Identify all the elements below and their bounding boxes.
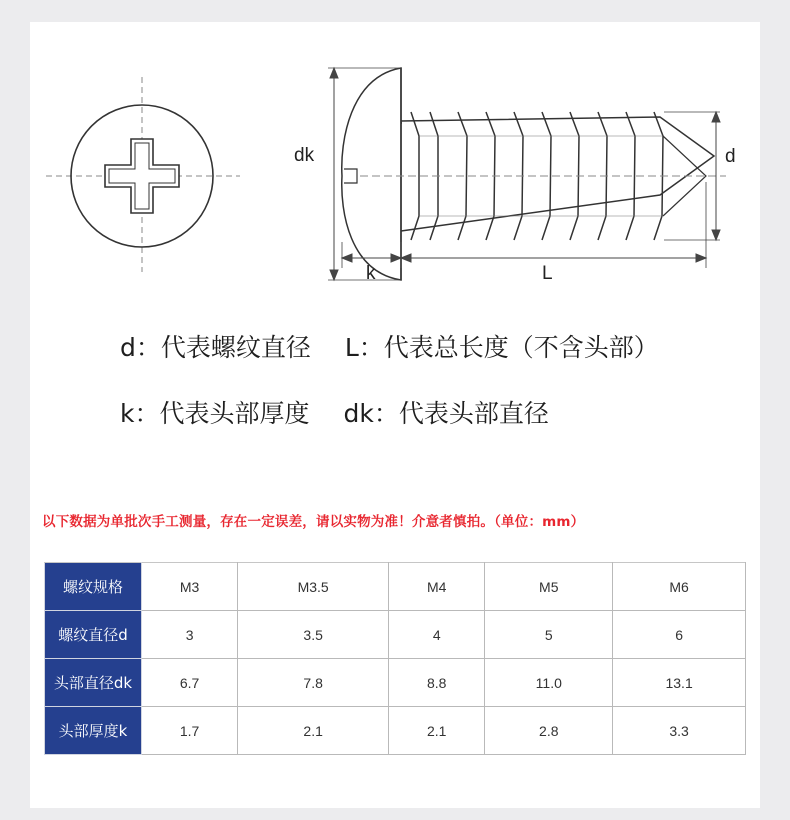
label-dk: dk xyxy=(294,145,315,166)
screw-diagram xyxy=(30,22,760,322)
legend-dk: dk：代表头部直径 xyxy=(343,399,549,428)
table-cell: M6 xyxy=(613,563,746,611)
row-header: 头部直径dk xyxy=(45,659,142,707)
legend-d: d：代表螺纹直径 xyxy=(120,333,311,362)
head-top-view xyxy=(46,77,240,272)
table-row xyxy=(45,611,746,659)
table-cell: 4 xyxy=(389,611,485,659)
legend-k: k：代表头部厚度 xyxy=(120,399,310,428)
table-row xyxy=(45,707,746,755)
table-cell: 3 xyxy=(142,611,238,659)
legend-row-1 xyxy=(120,328,659,364)
table-cell: M4 xyxy=(389,563,485,611)
spec-table xyxy=(44,562,746,755)
label-d: d xyxy=(725,146,736,167)
table-cell: 6 xyxy=(613,611,746,659)
screw-side-view xyxy=(342,68,714,280)
table-row xyxy=(45,563,746,611)
measurement-notice: 以下数据为单批次手工测量，存在一定误差，请以实物为准！介意者慎拍。（单位：mm） xyxy=(42,514,585,530)
table-row xyxy=(45,659,746,707)
table-cell: 11.0 xyxy=(485,659,613,707)
table-cell: M5 xyxy=(485,563,613,611)
table-cell: M3 xyxy=(142,563,238,611)
table-cell: 2.1 xyxy=(389,707,485,755)
table-cell: 3.3 xyxy=(613,707,746,755)
row-header: 头部厚度k xyxy=(45,707,142,755)
label-k: k xyxy=(366,263,376,284)
row-header: 螺纹规格 xyxy=(45,563,142,611)
label-L: L xyxy=(542,263,553,284)
table-cell: 7.8 xyxy=(238,659,389,707)
row-header: 螺纹直径d xyxy=(45,611,142,659)
table-cell: 13.1 xyxy=(613,659,746,707)
table-cell: 1.7 xyxy=(142,707,238,755)
legend-L: L：代表总长度（不含头部） xyxy=(344,333,659,362)
table-cell: 8.8 xyxy=(389,659,485,707)
legend-row-2 xyxy=(120,394,549,430)
table-cell: M3.5 xyxy=(238,563,389,611)
table-cell: 3.5 xyxy=(238,611,389,659)
table-cell: 2.8 xyxy=(485,707,613,755)
table-cell: 2.1 xyxy=(238,707,389,755)
table-cell: 5 xyxy=(485,611,613,659)
table-cell: 6.7 xyxy=(142,659,238,707)
product-card xyxy=(30,22,760,808)
